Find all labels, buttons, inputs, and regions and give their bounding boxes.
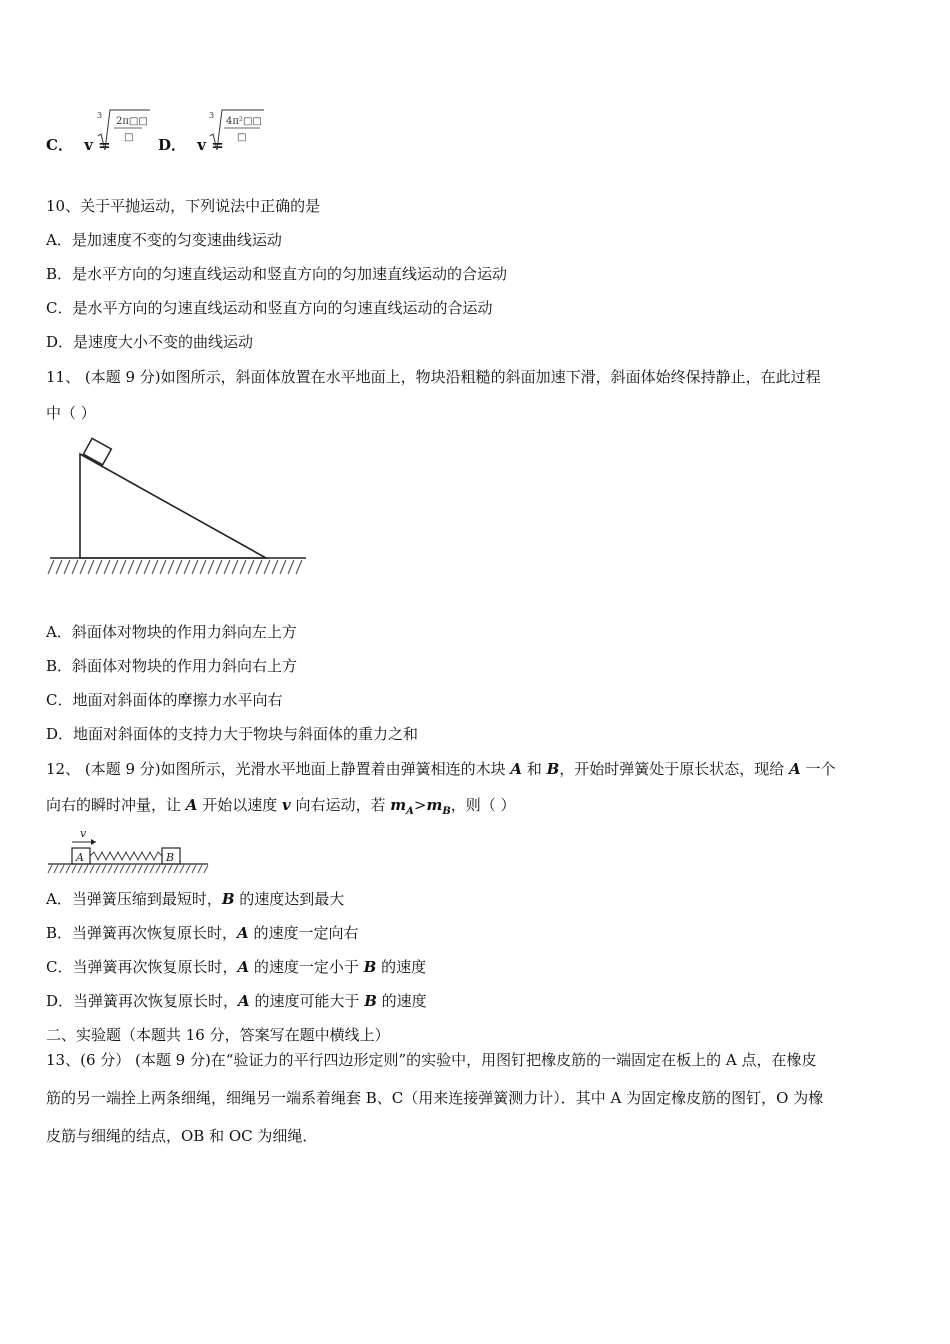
q9-d-numerator: 4π²□□ (226, 116, 262, 127)
q11-option-d: D．地面对斜面体的支持力大于物块与斜面体的重力之和 (46, 725, 419, 743)
q10-option-a: A．是加速度不变的匀变速曲线运动 (46, 231, 282, 249)
q9-option-c-root (92, 106, 152, 154)
q9-c-denominator: □ (124, 132, 134, 143)
q9-option-c-lhs: v = (84, 136, 111, 154)
q11-option-a: A．斜面体对物块的作用力斜向左上方 (46, 623, 297, 641)
q12-stem-line1: 12、 (本题 9 分)如图所示，光滑水平地面上静置着由弹簧相连的木块 A 和 B，开始时弹簧处于原长状态，现给 A 一个 (46, 760, 836, 778)
q11-option-b: B．斜面体对物块的作用力斜向右上方 (46, 657, 298, 675)
q10-option-b: B．是水平方向的匀速直线运动和竖直方向的匀加速直线运动的合运动 (46, 265, 508, 283)
q12-stem-line2: 向右的瞬时冲量，让 A 开始以速度 v 向右运动，若 $m_A>m_B$，则（ ） (46, 796, 516, 817)
q9-c-root-index: 3 (97, 111, 103, 120)
q11-incline-figure (46, 434, 316, 582)
q10-option-d: D．是速度大小不变的曲线运动 (46, 333, 254, 351)
q12-option-d: D．当弹簧再次恢复原长时，A 的速度可能大于 B 的速度 (46, 992, 427, 1010)
q13-line3: 皮筋与细绳的结点，OB 和 OC 为细绳． (46, 1127, 318, 1145)
q9-d-denominator: □ (237, 132, 247, 143)
q10-stem: 10、关于平抛运动，下列说法中正确的是 (46, 197, 321, 215)
q9-c-numerator: 2π□□ (116, 116, 148, 127)
q13-line1: 13、(6 分） (本题 9 分)在“验证力的平行四边形定则”的实验中，用图钉把橡皮筋的一端固定在板上的 A 点，在橡皮 (46, 1051, 817, 1069)
q12-fig-velocity-label: v (80, 827, 87, 840)
q11-stem-line2: 中（ ） (46, 404, 96, 422)
q9-option-d-root (204, 106, 268, 154)
q10-option-c: C．是水平方向的匀速直线运动和竖直方向的匀速直线运动的合运动 (46, 299, 493, 317)
q12-option-c: C．当弹簧再次恢复原长时，A 的速度一定小于 B 的速度 (46, 958, 427, 976)
q12-fig-block-a: A (76, 851, 84, 864)
q9-option-d-label: D． (158, 136, 187, 154)
q11-option-c: C．地面对斜面体的摩擦力水平向右 (46, 691, 283, 709)
q13-line2: 筋的另一端拴上两条细绳，细绳另一端系着绳套 B、C（用来连接弹簧测力计）．其中 A 为固定橡皮筋的图钉，O 为橡 (46, 1089, 824, 1107)
q12-fig-block-b: B (166, 851, 175, 864)
section2-title: 二、实验题（本题共 16 分，答案写在题中横线上） (46, 1026, 390, 1044)
q9-d-root-index: 3 (209, 111, 215, 120)
q12-option-b: B．当弹簧再次恢复原长时，A 的速度一定向右 (46, 924, 359, 942)
q12-option-a: A．当弹簧压缩到最短时，B 的速度达到最大 (46, 890, 345, 908)
q9-option-d-lhs: v = (197, 136, 224, 154)
q12-spring-figure (46, 826, 216, 878)
q9-option-c-label: C． (46, 136, 73, 154)
q11-stem-line1: 11、 (本题 9 分)如图所示，斜面体放置在水平地面上，物块沿粗糙的斜面加速下滑，斜面体始终保持静止，在此过程 (46, 368, 821, 386)
